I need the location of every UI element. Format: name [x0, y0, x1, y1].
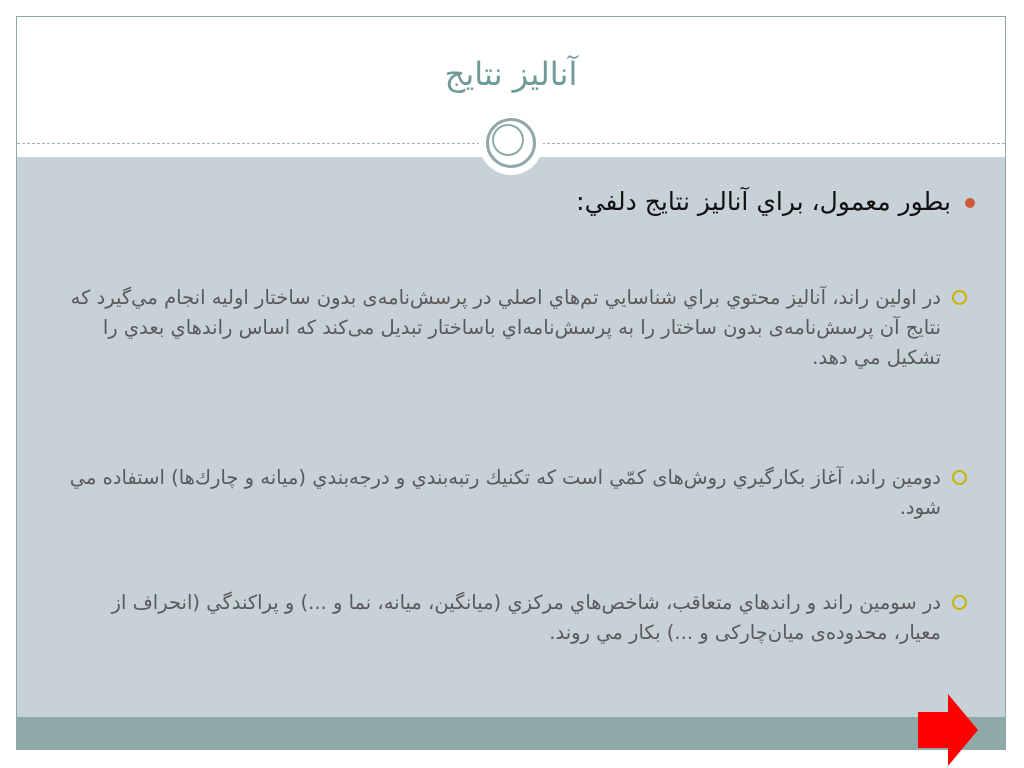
next-slide-arrow-icon[interactable] — [918, 694, 980, 766]
slide — [16, 16, 1006, 750]
main-bullet — [75, 187, 975, 216]
sub-bullet-icon — [952, 470, 967, 485]
sub-bullet-3 — [61, 588, 941, 648]
sub-bullet-text: در اولين راند، آناليز محتوي براي شناسايي تم‌هاي اصلي در پرسش‌نامه‌ی بدون ساختار اوليه انجام مي‌گيرد که نتايج آن پرسش‌نامه‌ی بدون ساختار را به پرسش‌نامه‌اي باساختار تبديل می‌کند که اساس راندهاي بعدي را تشکيل مي دهد. — [70, 286, 941, 369]
sub-bullet-2 — [61, 463, 941, 523]
sub-bullet-text: دومين راند، آغاز بکارگيري روش‌های کمّي است که تکنيك رتبه‌بندي و درجه‌بندي (ميانه و چارك‌ها) استفاده مي شود. — [69, 466, 941, 519]
slide-title: آناليز نتايج — [444, 55, 578, 93]
sub-bullet-icon — [952, 290, 967, 305]
footer-band — [17, 717, 1005, 750]
main-bullet-icon — [965, 198, 975, 208]
sub-bullet-1 — [61, 283, 941, 373]
sub-bullet-text: در سومين راند و راندهاي متعاقب، شاخص‌هاي مرکزي (ميانگين، ميانه، نما و ...) و پراکندگي (انحراف از معيار، محدوده‌ی ميان‌چارکی و ...) بکار مي روند. — [111, 591, 941, 644]
sub-bullet-icon — [952, 595, 967, 610]
main-bullet-text: بطور معمول، براي آناليز نتايج دلفي: — [576, 187, 951, 216]
decorative-inner-ring — [492, 124, 524, 156]
